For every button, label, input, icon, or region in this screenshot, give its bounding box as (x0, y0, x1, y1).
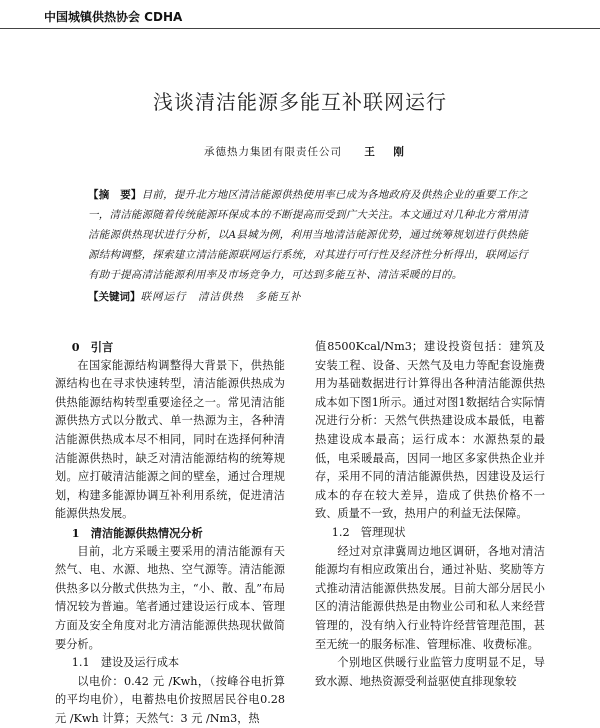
section-0-heading: 0 引言 (71, 340, 114, 354)
keywords (88, 289, 528, 304)
section-1-1-continued: 值8500Kcal/Nm3；建设投资包括：建筑及安装工程、设备、天然气及电力等配套设施费用为基础数据进行计算得出各种清洁能源供热成本如下图1所示。通过对图1数据结合实际情况进行分析：天然气供热建设成本最低，电蓄热建设成本最高；运行成本：水源热泵的最低，电采暖最高，因同一地区多家供热企业并存，采用不同的清洁能源供热，因建设及运行成本的存在较大差异，造成了供热价格不一致、质量不一致，热用户的利益无法保障。 (315, 340, 545, 521)
abstract-label: 【摘 要】 (88, 189, 142, 201)
author-name: 王 刚 (364, 146, 408, 158)
publisher-header: 中国城镇供热协会 CDHA (44, 10, 183, 24)
section-1-1-paragraph: 以电价：0.42 元 /Kwh，（按峰谷电折算的平均电价），电蓄热电价按照居民谷电0.28 元 /Kwh 计算；天然气：3 元 /Nm3，热 (55, 674, 285, 725)
section-0-paragraph: 在国家能源结构调整得大背景下，供热能源结构也在寻求快速转型，清洁能源供热成为供热能源结构转型重要途径之一。常见清洁能源供热方式以分散式、单一热源为主，各种清洁能源供热成本尽不相同，同时在选择何种清洁能源供热时，缺乏对清洁能源结构的统筹规划。应打破清洁能源之间的壁垒，通过合理规划，构建多能源协调互补利用系统，促进清洁能源供热发展。 (55, 358, 285, 521)
abstract-text: 目前，提升北方地区清洁能源供热使用率已成为各地政府及供热企业的重要工作之一，清洁能源随着传统能源环保成本的不断提高而受到广大关注。本文通过对几种北方常用清洁能源供热现状进行分析，以A县城为例，利用当地清洁能源优势，通过统筹规划进行供热能源结构调整，探索建立清洁能源联网运行系统，对其进行可行性及经济性分析得出，联网运行有助于提高清洁能源利用率及市场竞争力，可达到多能互补、清洁采暖的目的。 (88, 189, 529, 281)
section-1-1-heading: 1.1 建设及运行成本 (71, 656, 180, 670)
abstract (88, 185, 528, 285)
byline (204, 144, 408, 159)
section-1-2-paragraph-1: 经过对京津冀周边地区调研，各地对清洁能源均有相应政策出台，通过补贴、奖励等方式推动清洁能源供热发展。目前大部分居民小区的清洁能源供热是由物业公司和私人来经营管理的，没有纳入行业特许经营管理范围，甚至无统一的服务标准、管理标准、收费标准。 (315, 544, 545, 651)
section-1-2-paragraph-2: 个别地区供暖行业监管力度明显不足，导致水源、地热资源受利益驱使直排现象较 (315, 656, 545, 688)
header-rule (0, 28, 600, 29)
section-1-paragraph: 目前，北方采暖主要采用的清洁能源有天然气、电、水源、地热、空气源等。清洁能源供热多以分散式供热为主，“小、散、乱”布局情况较为普遍。笔者通过建设运行成本、管理方面及安全角度对北方清洁能源供热现状做简要分析。 (55, 544, 285, 651)
right-column (315, 338, 545, 691)
section-1-2-heading: 1.2 管理现状 (331, 525, 406, 539)
keywords-label: 【关键词】 (88, 291, 141, 303)
left-column (55, 338, 285, 728)
section-1-heading: 1 清洁能源供热情况分析 (71, 525, 203, 540)
affiliation: 承德热力集团有限责任公司 (204, 146, 342, 158)
keywords-text: 联网运行 清洁供热 多能互补 (140, 291, 302, 303)
article-title: 浅谈清洁能源多能互补联网运行 (153, 90, 447, 114)
